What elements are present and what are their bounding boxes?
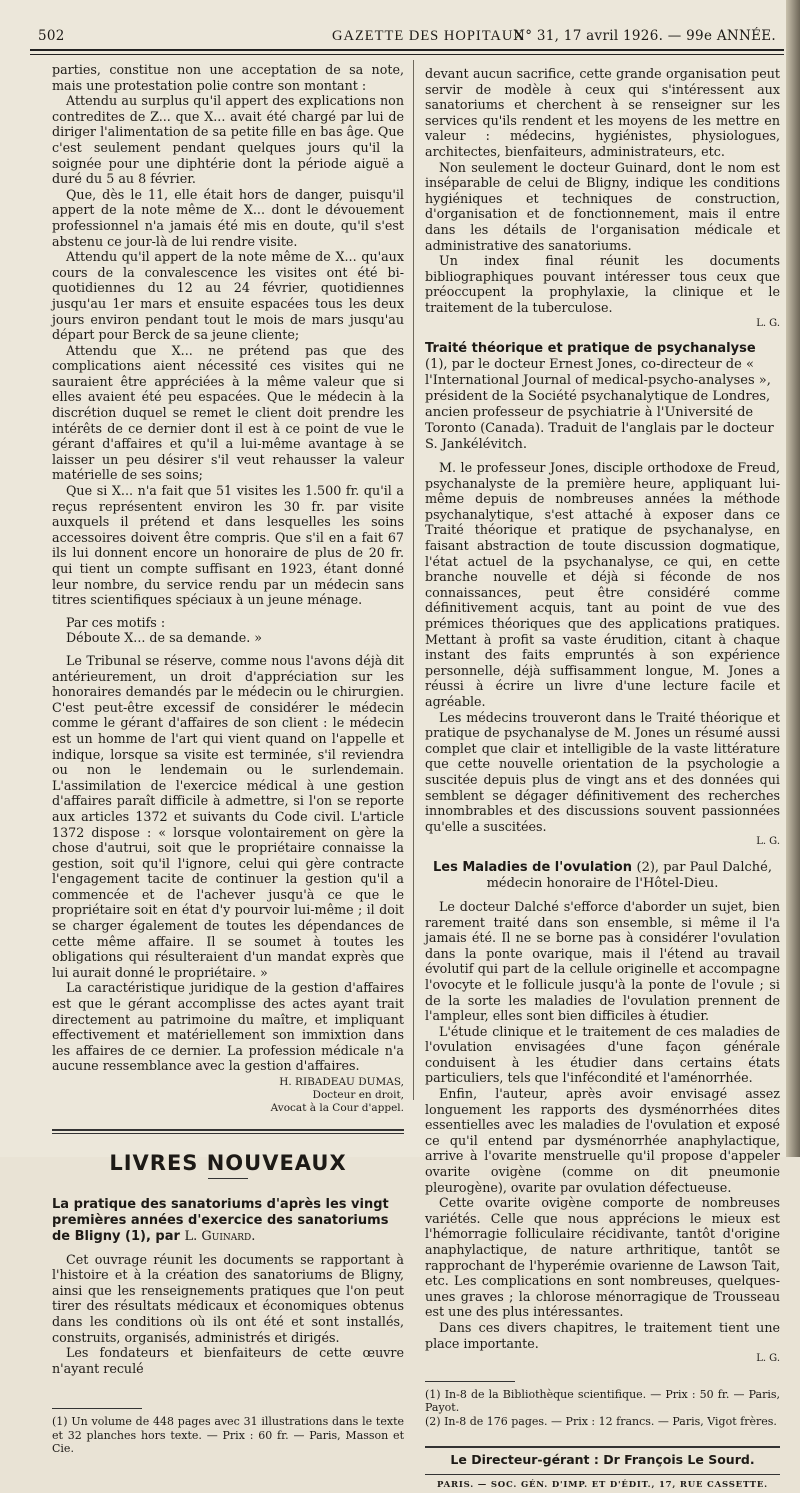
footnote: (2) In-8 de 176 pages. — Prix : 12 francs. — Paris, Vigot frères. — [425, 1414, 777, 1428]
review-title-text: La pratique des sanatoriums d'après les vingt premières années d'exercice des sanatoriums de Bligny (1), par — [52, 1196, 389, 1244]
right-column — [425, 66, 780, 1493]
review-initials: L. G. — [756, 836, 780, 848]
footnote-rule — [425, 1381, 515, 1382]
paragraph: devant aucun sacrifice, cette grande organisation peut servir de modèle à ceux qui s'intéressent aux sanatoriums et cherchent à se renseigner sur les services qu'ils rendent et les moyens de les mettre en valeur : médecins, hygiénistes, physiologues, architectes, bienfaiteurs, administrateurs, etc. — [425, 66, 780, 159]
paragraph: Déboute X... de sa demande. » — [66, 630, 263, 646]
paragraph: Que, dès le 11, elle était hors de danger, puisqu'il appert de la note même de X... dont le dévouement professionnel n'a jamais été mis en doute, qu'il s'est abstenu ce jour-là de lui rendre visite. — [52, 186, 404, 249]
paragraph: Attendu au surplus qu'il appert des explications non contredites de Z... que X... avait été chargé par lui de diriger l'alimentation de sa petite fille en bas âge. Que c'est seulement pendant quelques jours qu'il la soignée pour une diphtérie dont la période aiguë a duré du 5 au 8 février. — [52, 93, 404, 187]
page-number: 502 — [38, 28, 65, 44]
paragraph: Les médecins trouveront dans le Traité théorique et pratique de psychanalyse de M. Jones un résumé aussi complet que clair et intelligible de la vaste littérature que cette nouvelle orientation de la psychologie a suscitée depuis plus de vingt ans et des données qui semblent se dégager définitivement des recherches innombrables et des discussions souvent passionnées qu'elle a suscitées. — [425, 709, 780, 834]
printer-line: PARIS. — SOC. GÉN. D'IMP. ET D'ÉDIT., 17, RUE CASSETTE. — [425, 1474, 780, 1493]
header-rule — [30, 49, 784, 55]
paragraph: La caractéristique juridique de la gestion d'affaires est que le gérant accomplisse des actes ayant trait directement au patrimoine du maître, et impliquant effectivement et matériellement son immixtion dans les affaires de ce dernier. La profession médicale n'a aucune ressemblance avec la gestion d'affaires. — [52, 980, 404, 1074]
review-author: L. Guinard. — [184, 1228, 256, 1244]
paragraph: Attendu qu'il appert de la note même de X... qu'aux cours de la convalescence les visites ont été bi-quotidiennes du 12 au 24 février, quotidiennes jusqu'au 1er mars et ensuite espacées tous les deux jours environ pendant tout le mois de mars jusqu'au départ pour Berck de sa jeune cliente; — [52, 249, 404, 343]
signature-block — [52, 1076, 404, 1115]
signature-title: Docteur en droit, — [312, 1089, 404, 1101]
paragraph: Un index final réunit les documents bibliographiques pouvant intéresser tous ceux que préoccupent la prophylaxie, la clinique et le traitement de la tuberculose. — [425, 253, 780, 315]
review-details: (2), par Paul Dalché, médecin honoraire de l'Hôtel-Dieu. — [486, 859, 772, 891]
section-rule — [52, 1129, 404, 1134]
director-line: Le Directeur-gérant : Dr François Le Sourd. — [425, 1446, 780, 1468]
signature-role: Avocat à la Cour d'appel. — [270, 1102, 404, 1114]
footnote: (1) In-8 de la Bibliothèque scientifique. — Prix : 50 fr. — Paris, Payot. — [425, 1387, 780, 1415]
paragraph: Les fondateurs et bienfaiteurs de cette œuvre n'ayant reculé — [52, 1345, 404, 1376]
paragraph: L'étude clinique et le traitement de ces maladies de l'ovulation envisagées d'une façon générale conduisent à les étudier dans certains états particuliers, tels que l'infécondité et l'aménorrhée. — [425, 1023, 780, 1086]
review-initials: L. G. — [756, 317, 780, 329]
review-title-text: Les Maladies de l'ovulation — [433, 859, 632, 875]
paragraph: Dans ces divers chapitres, le traitement tient une place importante. — [425, 1319, 780, 1351]
section-heading: LIVRES NOUVEAUX — [109, 1151, 347, 1175]
left-column — [52, 62, 404, 1456]
page-header — [30, 22, 786, 46]
paragraph: Le docteur Dalché s'efforce d'aborder un sujet, bien rarement traité dans son ensemble, si même il l'a jamais été. Il ne se borne pas à considérer l'ovulation dans la ponte ovarique, mais il l'étend au travail évolutif qui part de la cellule originelle et accompagne l'ovocyte et le follicule jusqu'à la ponte de l'ovule ; si de la sorte les maladies de l'ovulation prennent de l'ampleur, elles sont bien difficiles à étudier. — [425, 898, 780, 1024]
paragraph: Cet ouvrage réunit les documents se rapportant à l'histoire et à la création des sanatoriums de Bligny, ainsi que les renseignements pratiques que l'on peut tirer des résultats médicaux et économiques obtenus dans les conditions où ils ont été et sont installés, construits, organisés, administrés et dirigés. — [52, 1251, 404, 1345]
paragraph: parties, constitue non une acceptation de sa note, mais une protestation polie contre son montant : — [52, 62, 404, 93]
paragraph: Attendu que X... ne prétend pas que des complications aient nécessité ces visites qui ne sauraient être appréciées à la même valeur que si elles avaient été peu espacées. Que le médecin à la discrétion duquel se remet le client doit prendre les intérêts de ce dernier dont il est à ce point de vue le gérant d'affaires et qu'il a lui-même avantage à se laisser un peu désirer s'il veut rehausser la valeur matérielle de ses soins; — [52, 342, 404, 483]
book-spine-shadow — [786, 0, 800, 1157]
review-details: (1), par le docteur Ernest Jones, co-directeur de « l'International Journal of medical-psycho-analyses », président de la Société psychanalytique de Londres, ancien professeur de psychiatrie à l'Université de Toronto (Canada). Traduit de l'anglais par le docteur S. Jankélévitch. — [425, 357, 774, 453]
paragraph: Par ces motifs : — [66, 614, 166, 630]
paragraph: M. le professeur Jones, disciple orthodoxe de Freud, psychanalyste de la première heure, appliquant lui-même depuis de nombreuses années la méthode psychanalytique, s'est attaché à exposer dans ce Traité théorique et pratique de psychanalyse, en faisant abstraction de toute discussion dogmatique, l'état actuel de la psychanalyse, ce qui, en cette branche nouvelle et déjà si féconde de nos connaissances, peut être considéré comme définitivement acquis, tant au point de vue des prémices théoriques que des applications pratiques. Mettant à profit sa vaste érudition, citant à chaque instant des faits empruntés à son expérience personnelle, déjà suffisamment longue, M. Jones a réussi à écrire un livre d'une lecture facile et agréable. — [425, 460, 780, 709]
issue-line: N° 31, 17 avril 1926. — 99e ANNÉE. — [513, 28, 776, 44]
review-initials: L. G. — [756, 1353, 780, 1365]
journal-title: GAZETTE DES HOPITAUX — [332, 28, 525, 44]
footnote-rule — [52, 1408, 142, 1409]
review-title — [52, 1197, 404, 1245]
footnote: (1) Un volume de 448 pages avec 31 illustrations dans le texte et 32 planches hors texte. — Prix : 60 fr. — Paris, Masson et Cie. — [52, 1415, 404, 1456]
paragraph: Enfin, l'auteur, après avoir envisagé assez longuement les rapports des dysménorrhées dites essentielles avec les maladies de l'ovulation et exposé ce qu'il entend par dysménorrhée anaphylactique, arrive à l'ovarite menstruelle qu'il propose d'appeler ovarite ovigène (comme on dit pneumonie pleurogène), ovarite par ovulation défectueuse. — [425, 1086, 780, 1195]
short-rule — [208, 1178, 248, 1179]
column-divider — [413, 60, 414, 1100]
paragraph: Que si X... n'a fait que 51 visites les 1.500 fr. qu'il a reçus représentent environ les 30 fr. par visite auxquels il prétend et dans lesquelles les soins accessoires doivent être compris. Que s'il en a fait 67 ils lui donnent encore un honoraire de plus de 20 fr. qui tient un compte suffisant en 1923, étant donné leur nombre, du service rendu par un médecin sans titres scientifiques spéciaux à un jeune ménage. — [52, 483, 404, 608]
paragraph: Le Tribunal se réserve, comme nous l'avons déjà dit antérieurement, un droit d'appréciation sur les honoraires demandés par le médecin ou le chirurgien. C'est peut-être excessif de considérer le médecin comme le gérant d'affaires de son client : le médecin est un homme de l'art qui vient quand on l'appelle et indique, lorsque sa visite est terminée, s'il reviendra ou non le lendemain ou le surlendemain. L'assimilation de l'exercice médical à une gestion d'affaires paraît difficile à admettre, si l'on se reporte aux articles 1372 et suivants du Code civil. L'article 1372 dispose : « lorsque volontairement on gère la chose d'autrui, soit que le propriétaire connaisse la gestion, soit qu'il l'ignore, celui qui gère contracte l'engagement tacite de continuer la gestion qu'il a commencée et de l'achever jusqu'à ce que le propriétaire soit en état d'y pourvoir lui-même ; il doit se charger également de toutes les dépendances de cette même affaire. Il se soumet à toutes les obligations qui résulteraient d'un mandat exprès que lui aurait donné le propriétaire. » — [52, 652, 404, 980]
signature-name: H. RIBADEAU DUMAS, — [279, 1076, 404, 1088]
review-title — [425, 341, 780, 453]
paragraph: Non seulement le docteur Guinard, dont le nom est inséparable de celui de Bligny, indique les conditions hygiéniques et techniques de construction, d'organisation et de fonctionnement, mais il entre dans les détails de l'organisation médicale et administrative des sanatoriums. — [425, 159, 780, 253]
review-title — [425, 860, 780, 892]
review-title-text: Traité théorique et pratique de psychanalyse — [425, 341, 756, 357]
paragraph: Cette ovarite ovigène comporte de nombreuses variétés. Celle que nous apprécions le mieux est l'hémorragie folliculaire récidivante, tantôt d'origine anaphylactique, de nature arthritique, tantôt se rapprochant de l'hyperémie ovarienne de Lawson Tait, etc. Les complications en sont nombreuses, quelques-unes graves ; la chlorose ménorragique de Trousseau est une des plus intéressantes. — [425, 1195, 780, 1320]
